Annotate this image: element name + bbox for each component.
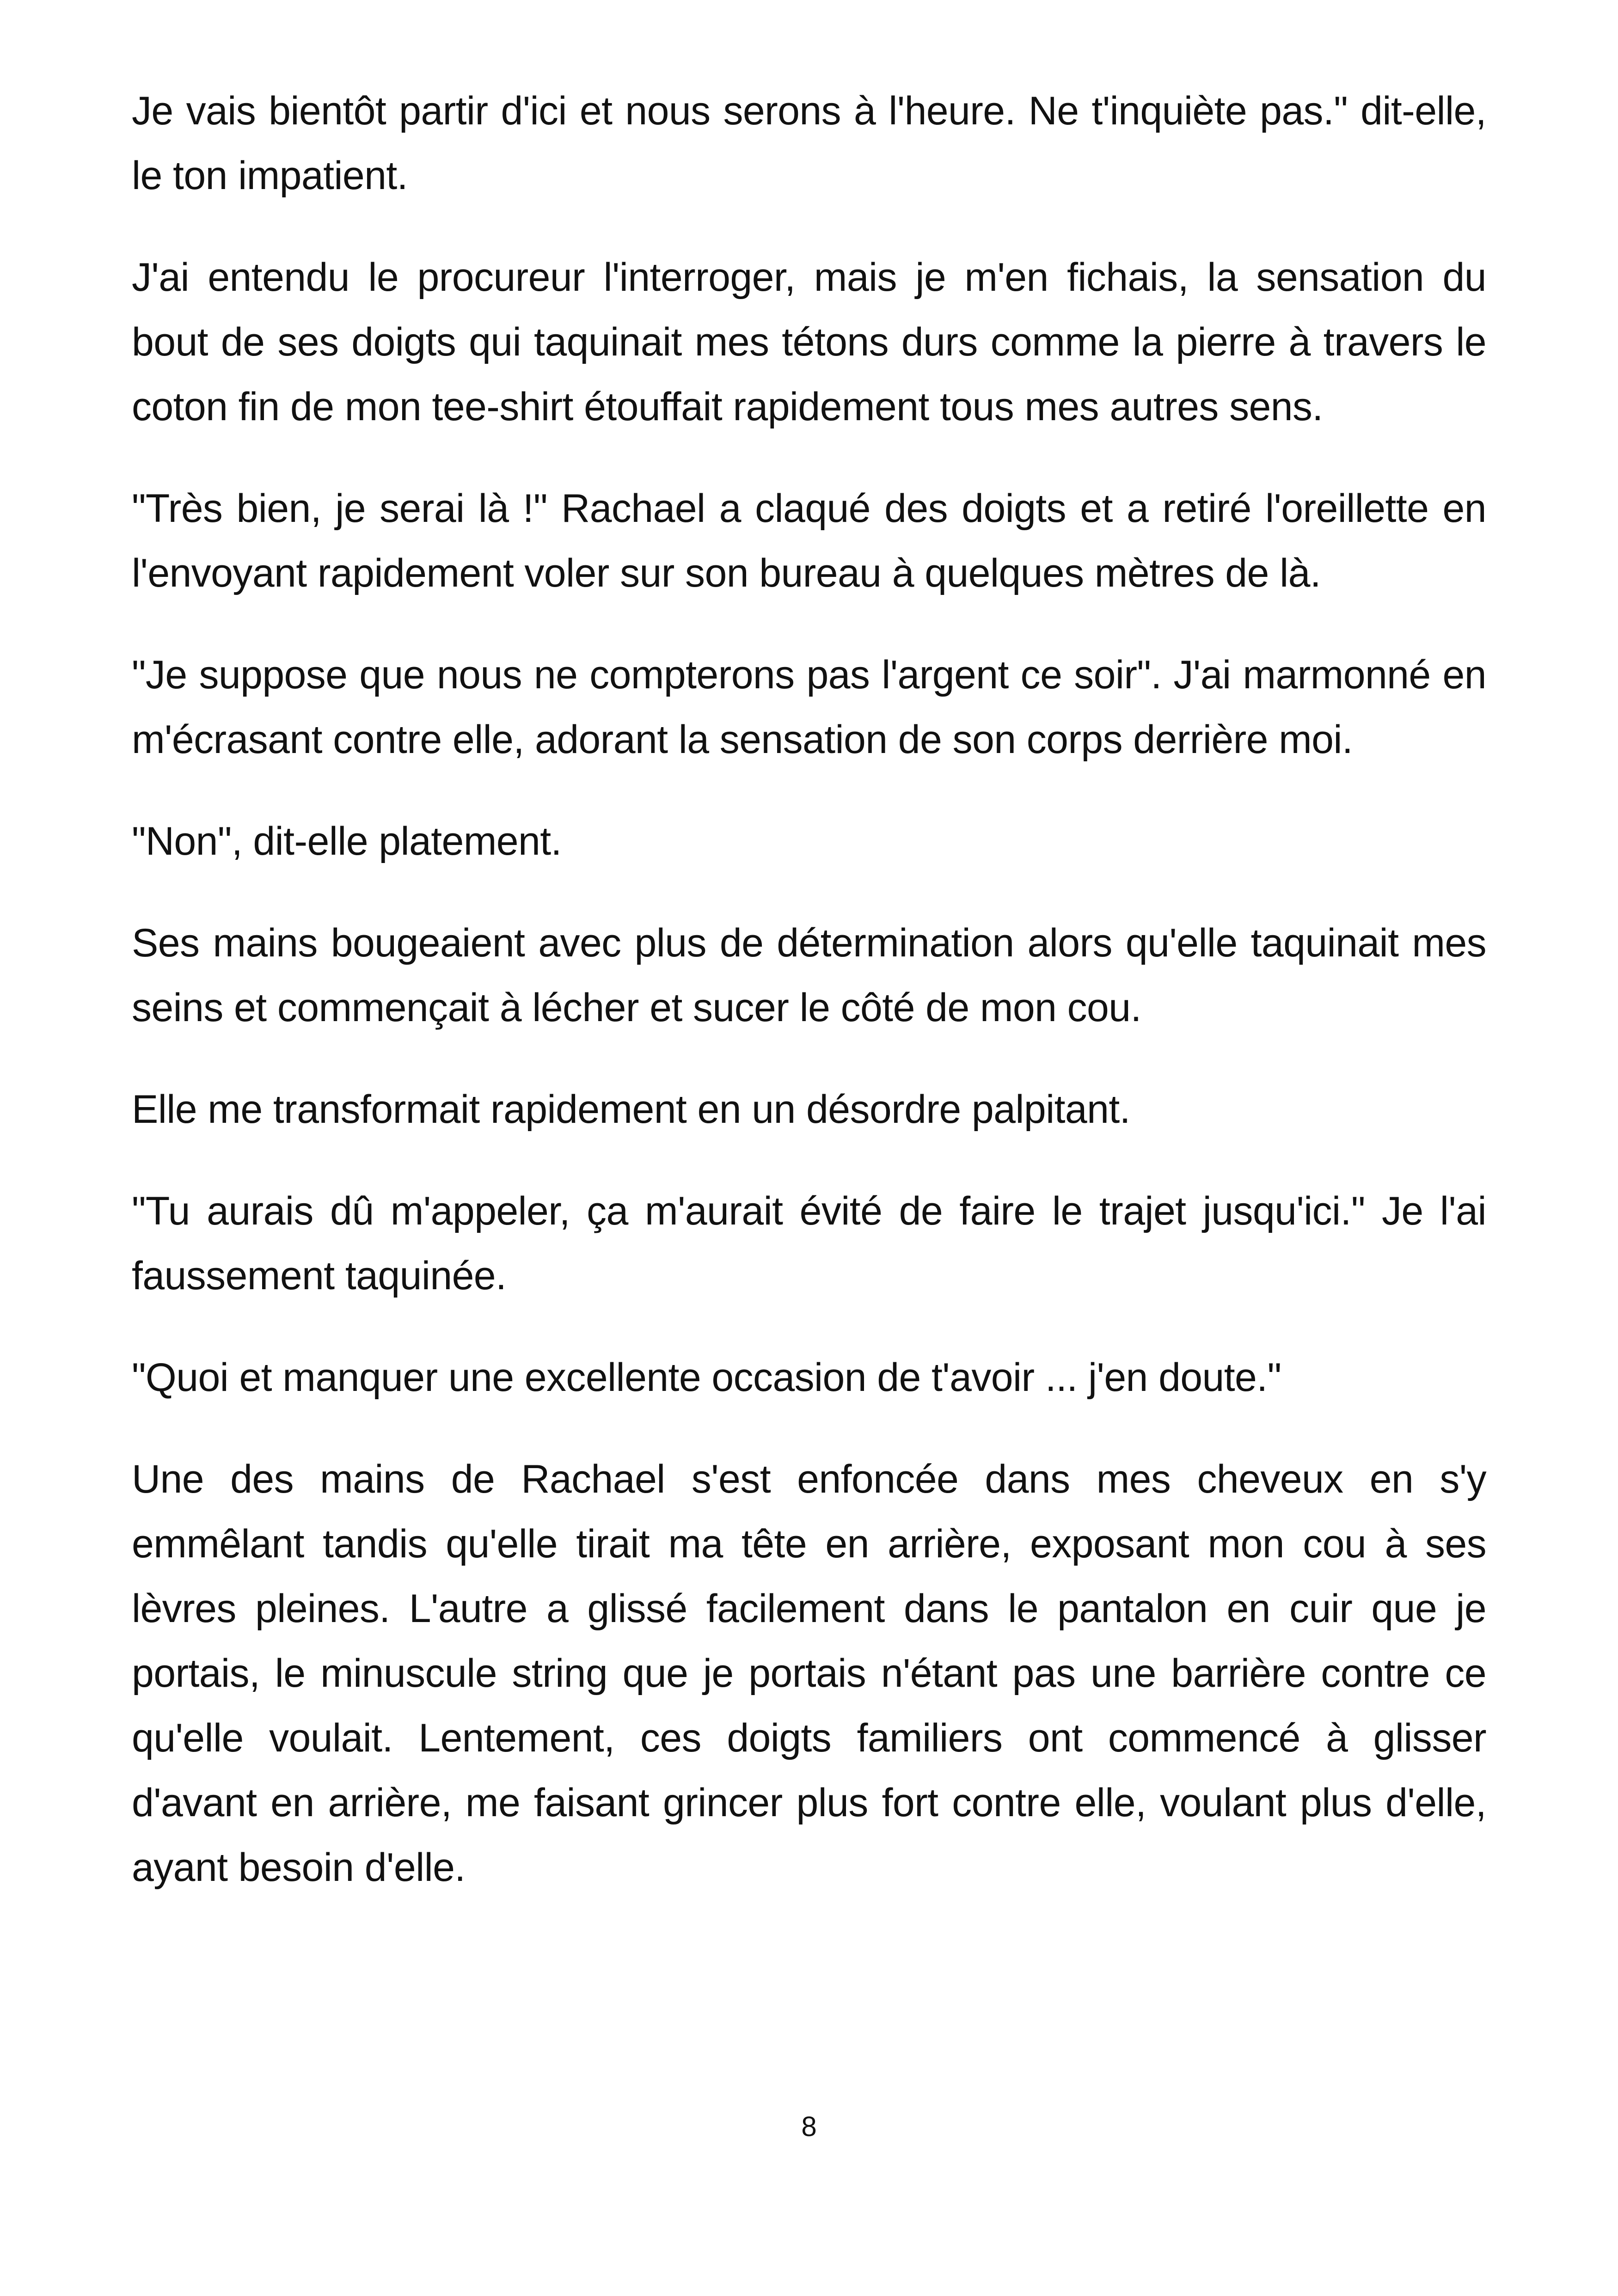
paragraph-7: Elle me transformait rapidement en un désordre palpitant.: [132, 1087, 1130, 1132]
paragraph-2: J'ai entendu le procureur l'interroger, mais je m'en fichais, la sensation du bout de ses doigts qui taquinait mes tétons durs comme la pierre à travers le coton fin de mon tee-shirt étouffait rapidement tous mes autres sens.: [132, 255, 1486, 429]
paragraph-8: "Tu aurais dû m'appeler, ça m'aurait évité de faire le trajet jusqu'ici." Je l'ai faussement taquinée.: [132, 1189, 1486, 1298]
paragraph-6: Ses mains bougeaient avec plus de détermination alors qu'elle taquinait mes seins et commençait à lécher et sucer le côté de mon cou.: [132, 921, 1486, 1030]
paragraph-4: "Je suppose que nous ne compterons pas l'argent ce soir". J'ai marmonné en m'écrasant contre elle, adorant la sensation de son corps derrière moi.: [132, 653, 1486, 762]
paragraph-1: Je vais bientôt partir d'ici et nous serons à l'heure. Ne t'inquiète pas." dit-elle, le ton impatient.: [132, 89, 1486, 198]
page-number: 8: [801, 2111, 817, 2142]
paragraph-9: "Quoi et manquer une excellente occasion de t'avoir ... j'en doute.": [132, 1355, 1281, 1400]
body-text: [132, 79, 1486, 1937]
paragraph-10: Une des mains de Rachael s'est enfoncée dans mes cheveux en s'y emmêlant tandis qu'elle tirait ma tête en arrière, exposant mon cou à ses lèvres pleines. L'autre a glissé facilement dans le pantalon en cuir que je portais, le minuscule string que je portais n'étant pas une barrière contre ce qu'elle voulait. Lentement, ces doigts familiers ont commencé à glisser d'avant en arrière, me faisant grincer plus fort contre elle, voulant plus d'elle, ayant besoin d'elle.: [132, 1457, 1486, 1890]
paragraph-5: "Non", dit-elle platement.: [132, 819, 562, 863]
paragraph-3: "Très bien, je serai là !" Rachael a claqué des doigts et a retiré l'oreillette en l'envoyant rapidement voler sur son bureau à quelques mètres de là.: [132, 486, 1486, 595]
